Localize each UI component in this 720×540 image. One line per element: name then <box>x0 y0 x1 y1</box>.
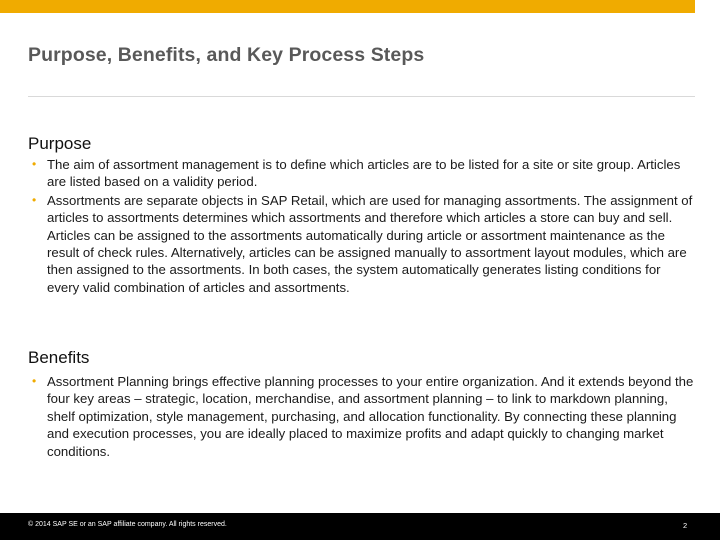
purpose-heading: Purpose <box>28 134 92 153</box>
benefits-bullet <box>32 373 696 460</box>
purpose-bullet-text: The aim of assortment management is to define which articles are to be listed for a site or site group. Articles are listed based on a validity period. <box>47 157 681 190</box>
title-divider <box>28 96 695 97</box>
bullet-dot-icon: • <box>32 157 37 171</box>
page-number: 2 <box>683 521 688 530</box>
copyright-text: © 2014 SAP SE or an SAP affiliate company. All rights reserved. <box>28 521 227 528</box>
bullet-dot-icon: • <box>32 192 37 207</box>
purpose-bullet <box>32 156 696 191</box>
bullet-dot-icon: • <box>32 374 37 388</box>
footer-bar <box>0 513 720 540</box>
purpose-bullet-list <box>32 156 696 297</box>
top-accent-bar <box>0 0 695 13</box>
benefits-bullet-list <box>32 373 696 461</box>
purpose-bullet-text: Assortments are separate objects in SAP Retail, which are used for managing assortments. The assignment of articles to assortments determines which assortments and therefore which articles a store can buy and sell. Articles can be assigned to the assortments automatically during article or assortment maintenance as the result of check rules. Alternatively, articles can be assigned manually to assortment layout modules, which are then assigned to the assortments. In both cases, the system automatically generates listing conditions for every valid combination of articles and assortments. <box>47 192 693 295</box>
purpose-bullet <box>32 192 696 296</box>
benefits-bullet-text: Assortment Planning brings effective planning processes to your entire organization. And it extends beyond the four key areas – strategic, location, merchandise, and assortment planning – to link to markdown planning, shelf optimization, style management, purchasing, and allocation functionality. By connecting these planning and execution processes, you are ideally placed to maximize profits and adapt quickly to changing market conditions. <box>47 374 694 459</box>
slide-title: Purpose, Benefits, and Key Process Steps <box>28 44 425 66</box>
benefits-heading: Benefits <box>28 348 90 367</box>
